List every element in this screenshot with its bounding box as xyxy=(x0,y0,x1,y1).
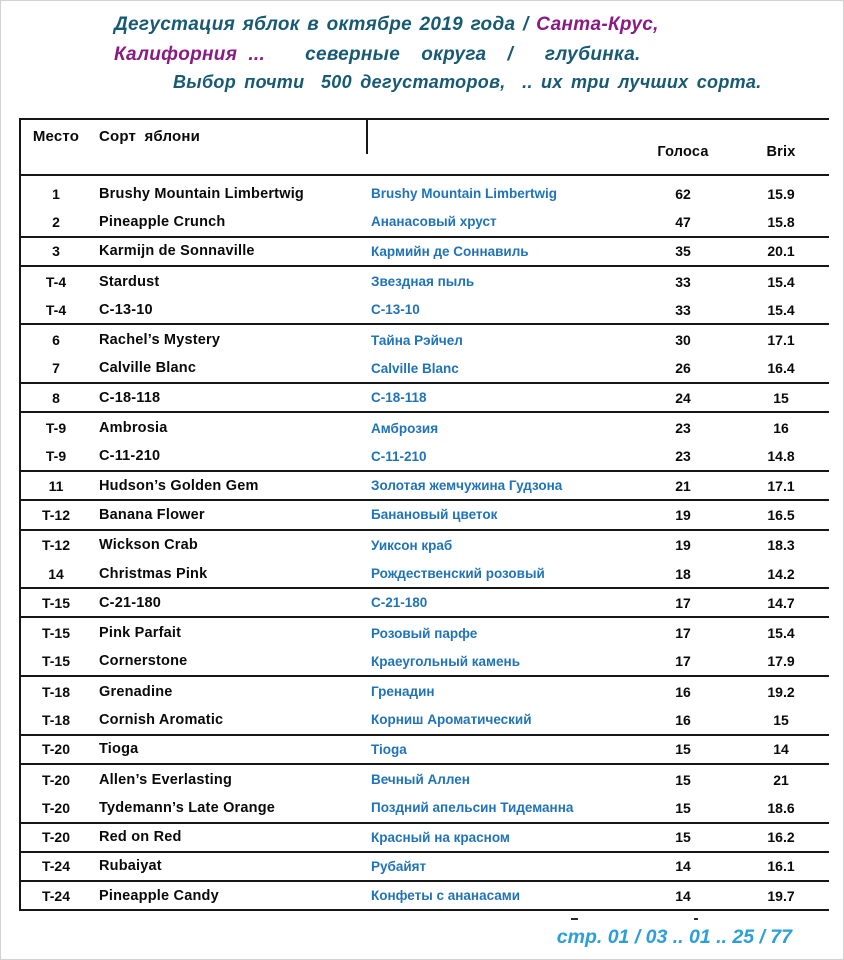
cell-votes: 21 xyxy=(675,477,691,494)
header-column-divider xyxy=(366,120,368,154)
cell-variety-russian: Уиксон краб xyxy=(371,537,453,553)
cell-variety-english: Tydemann’s Late Orange xyxy=(99,799,276,816)
cell-votes: 62 xyxy=(675,185,691,202)
cell-variety-russian: Кармийн де Соннавиль xyxy=(371,243,529,259)
results-table xyxy=(19,118,829,911)
table-row xyxy=(21,589,829,618)
cell-votes: 23 xyxy=(675,448,691,465)
cell-votes: 26 xyxy=(675,360,691,377)
cell-variety-english: Cornerstone xyxy=(99,653,188,670)
table-row xyxy=(21,882,829,911)
table-row xyxy=(21,824,829,853)
header-brix: Brix xyxy=(766,144,796,160)
cell-variety-english: Cornish Aromatic xyxy=(99,711,224,728)
table-row xyxy=(21,443,829,472)
cell-rank: T-15 xyxy=(41,653,70,670)
cell-votes: 17 xyxy=(675,625,691,642)
cell-variety-english: C-21-180 xyxy=(99,594,162,611)
cell-brix: 16.4 xyxy=(767,360,795,377)
cell-variety-russian: Рубайят xyxy=(371,858,427,874)
cell-variety-english: Pineapple Candy xyxy=(99,887,219,904)
cell-variety-english: C-13-10 xyxy=(99,301,153,318)
cell-variety-english: Tioga xyxy=(99,741,139,758)
cell-rank: T-12 xyxy=(41,537,70,554)
cell-variety-russian: Конфеты с ананасами xyxy=(371,888,521,904)
cell-variety-english: Rachel’s Mystery xyxy=(99,332,221,349)
cell-votes: 17 xyxy=(675,653,691,670)
cell-votes: 30 xyxy=(675,332,691,349)
table-header-row xyxy=(21,120,829,176)
cell-votes: 33 xyxy=(675,301,691,318)
cell-variety-russian: Амброзия xyxy=(371,420,439,436)
cell-votes: 14 xyxy=(675,887,691,904)
cell-votes: 35 xyxy=(675,243,691,260)
cell-rank: 11 xyxy=(48,477,64,494)
cell-votes: 23 xyxy=(675,420,691,437)
table-row xyxy=(21,677,829,706)
tick-mark xyxy=(571,918,578,920)
cell-rank: 14 xyxy=(48,565,64,582)
cell-variety-russian: Тайна Рэйчел xyxy=(371,332,463,348)
cell-variety-english: Hudson’s Golden Gem xyxy=(99,477,259,494)
title-line-1 xyxy=(114,14,659,36)
table-row xyxy=(21,325,829,354)
cell-brix: 14 xyxy=(773,741,789,758)
cell-variety-russian: Гренадин xyxy=(371,684,435,700)
cell-variety-russian: Банановый цветок xyxy=(371,507,498,523)
header-votes: Голоса xyxy=(657,144,709,160)
title-line-3: Выбор почти 500 дегустаторов, .. их три лучших сорта. xyxy=(173,72,762,92)
cell-variety-english: Rubaiyat xyxy=(99,858,162,875)
cell-rank: T-15 xyxy=(41,594,70,611)
cell-votes: 15 xyxy=(675,799,691,816)
cell-brix: 16.1 xyxy=(767,858,795,875)
cell-votes: 18 xyxy=(675,565,691,582)
cell-variety-russian: C-11-210 xyxy=(371,448,427,464)
cell-variety-english: Calville Blanc xyxy=(99,360,197,377)
cell-rank: T-15 xyxy=(41,625,70,642)
cell-variety-english: Pineapple Crunch xyxy=(99,213,226,230)
cell-rank: T-20 xyxy=(41,771,70,788)
cell-votes: 16 xyxy=(675,711,691,728)
title-line1-accent: Санта-Крус, xyxy=(536,14,659,35)
cell-rank: T-9 xyxy=(45,420,67,437)
title-line-2 xyxy=(114,44,641,66)
title-line2-main: северные округа / глубинка. xyxy=(305,44,641,65)
cell-variety-russian: Золотая жемчужина Гудзона xyxy=(371,478,563,494)
cell-variety-russian: Розовый парфе xyxy=(371,625,478,641)
page-indicator: стр. 01 / 03 .. 01 .. 25 / 77 xyxy=(556,926,792,948)
cell-variety-russian: Brushy Mountain Limbertwig xyxy=(371,186,558,202)
cell-variety-russian: Tioga xyxy=(371,741,407,757)
cell-brix: 14.7 xyxy=(767,594,795,611)
cell-variety-russian: Ананасовый хруст xyxy=(371,214,497,230)
cell-variety-english: Banana Flower xyxy=(99,506,205,523)
table-row xyxy=(21,736,829,765)
table-row xyxy=(21,413,829,442)
table-row xyxy=(21,238,829,267)
tick-mark xyxy=(694,918,698,920)
table-row xyxy=(21,794,829,823)
cell-variety-russian: Поздний апельсин Тидеманна xyxy=(371,800,574,816)
cell-variety-russian: Красный на красном xyxy=(371,829,510,845)
cell-rank: 2 xyxy=(52,213,60,230)
table-row xyxy=(21,853,829,882)
title-line2-accent: Калифорния ... xyxy=(114,44,266,65)
cell-brix: 19.2 xyxy=(767,683,795,700)
table-body xyxy=(21,176,829,911)
title-line1-main: Дегустация яблок в октябре 2019 года / xyxy=(114,14,537,35)
cell-variety-english: Pink Parfait xyxy=(99,625,182,642)
cell-rank: T-18 xyxy=(41,711,70,728)
cell-votes: 47 xyxy=(675,213,691,230)
cell-variety-english: Grenadine xyxy=(99,683,173,700)
table-row xyxy=(21,648,829,677)
cell-brix: 20.1 xyxy=(767,243,795,260)
cell-variety-russian: Корниш Ароматический xyxy=(371,712,532,728)
cell-votes: 24 xyxy=(675,389,691,406)
header-rank: Место xyxy=(32,128,80,145)
cell-votes: 15 xyxy=(675,741,691,758)
cell-brix: 21 xyxy=(773,771,789,788)
cell-rank: 7 xyxy=(52,360,60,377)
cell-brix: 15.8 xyxy=(767,213,795,230)
cell-variety-english: Allen’s Everlasting xyxy=(99,771,233,788)
cell-brix: 16.2 xyxy=(767,829,795,846)
cell-brix: 19.7 xyxy=(767,887,795,904)
table-row xyxy=(21,472,829,501)
cell-brix: 14.2 xyxy=(767,565,795,582)
cell-variety-russian: Вечный Аллен xyxy=(371,772,470,788)
table-row xyxy=(21,618,829,647)
cell-rank: T-20 xyxy=(41,741,70,758)
cell-variety-russian: C-18-118 xyxy=(371,390,427,406)
cell-brix: 18.3 xyxy=(767,537,795,554)
table-row xyxy=(21,179,829,208)
table-row xyxy=(21,560,829,589)
cell-variety-english: Brushy Mountain Limbertwig xyxy=(99,185,304,202)
table-row xyxy=(21,765,829,794)
cell-rank: 3 xyxy=(52,243,60,260)
table-row xyxy=(21,384,829,413)
cell-variety-russian: Звездная пыль xyxy=(371,274,475,290)
cell-brix: 15.9 xyxy=(767,185,795,202)
cell-rank: T-4 xyxy=(45,301,67,318)
table-row xyxy=(21,355,829,384)
cell-variety-english: Christmas Pink xyxy=(99,565,208,582)
cell-votes: 17 xyxy=(675,594,691,611)
cell-variety-russian: Рождественский розовый xyxy=(371,566,545,581)
cell-votes: 15 xyxy=(675,829,691,846)
cell-rank: T-18 xyxy=(41,683,70,700)
cell-brix: 15.4 xyxy=(767,625,795,642)
cell-variety-russian: Calville Blanc xyxy=(371,360,459,376)
cell-rank: T-20 xyxy=(41,829,70,846)
cell-brix: 14.8 xyxy=(767,448,795,465)
cell-brix: 15.4 xyxy=(767,273,795,290)
cell-brix: 15 xyxy=(773,389,789,406)
cell-rank: T-24 xyxy=(41,858,70,875)
table-row xyxy=(21,706,829,735)
cell-rank: T-9 xyxy=(45,448,67,465)
cell-brix: 17.1 xyxy=(767,332,795,349)
cell-variety-russian: C-13-10 xyxy=(371,302,420,318)
cell-variety-english: C-18-118 xyxy=(99,389,161,406)
cell-variety-english: Karmijn de Sonnaville xyxy=(99,243,255,260)
cell-brix: 16 xyxy=(773,420,789,437)
cell-variety-russian: C-21-180 xyxy=(371,595,428,611)
header-variety: Сорт яблони xyxy=(99,128,201,145)
cell-variety-english: C-11-210 xyxy=(99,448,161,465)
cell-rank: 1 xyxy=(52,185,60,202)
cell-brix: 17.9 xyxy=(767,653,795,670)
cell-brix: 15.4 xyxy=(767,301,795,318)
table-row xyxy=(21,501,829,530)
table-row xyxy=(21,296,829,325)
table-row xyxy=(21,531,829,560)
cell-brix: 15 xyxy=(773,711,789,728)
header-translation-spacer xyxy=(366,120,633,174)
cell-variety-english: Stardust xyxy=(99,273,160,290)
cell-variety-english: Ambrosia xyxy=(99,420,168,437)
table-row xyxy=(21,208,829,237)
cell-variety-english: Red on Red xyxy=(99,829,182,846)
cell-brix: 16.5 xyxy=(767,506,795,523)
cell-votes: 15 xyxy=(675,771,691,788)
cell-rank: T-12 xyxy=(41,506,70,523)
cell-variety-russian: Краеугольный камень xyxy=(371,653,521,669)
cell-votes: 14 xyxy=(675,858,691,875)
cell-brix: 17.1 xyxy=(767,477,795,494)
cell-votes: 16 xyxy=(675,683,691,700)
cell-rank: T-4 xyxy=(45,273,67,290)
cell-votes: 19 xyxy=(675,506,691,523)
cell-variety-english: Wickson Crab xyxy=(99,537,198,554)
cell-votes: 33 xyxy=(675,273,691,290)
table-row xyxy=(21,267,829,296)
cell-votes: 19 xyxy=(675,537,691,554)
cell-rank: T-20 xyxy=(41,799,70,816)
cell-brix: 18.6 xyxy=(767,799,795,816)
cell-rank: 6 xyxy=(52,332,60,349)
cell-rank: T-24 xyxy=(41,887,70,904)
cell-rank: 8 xyxy=(52,389,60,406)
